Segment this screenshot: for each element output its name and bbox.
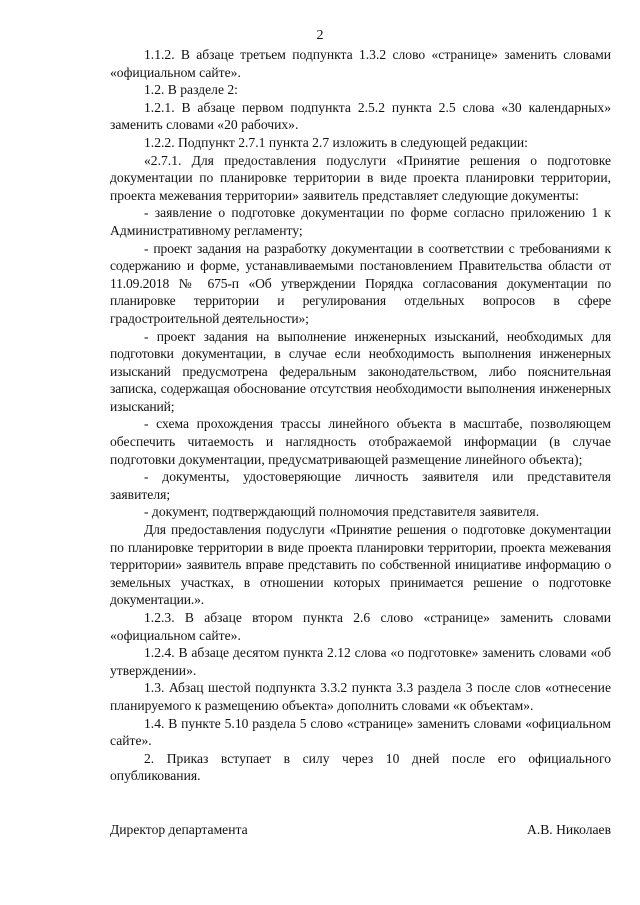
paragraph-2-7-1: «2.7.1. Для предоставления подуслуги «Принятие решения о подготовке документации по планировке территории в виде проекта планировки территории, проекта межевания территории» заявитель представляет следующие документы:: [110, 152, 611, 203]
paragraph-1-2: 1.2. В разделе 2:: [144, 82, 238, 98]
paragraph-1-4: 1.4. В пункте 5.10 раздела 5 слово «странице» заменить словами «официальном сайте».: [110, 715, 611, 749]
list-item-surveys: - проект задания на выполнение инженерных изысканий, необходимых для подготовки документации, в случае если необходимость выполнения инженерных изысканий предусмотрена федеральным законодательством, либо пояснительная записка, содержащая обоснование отсутствия необходимости выполнения инженерных изысканий;: [110, 328, 611, 414]
list-item-task-project: - проект задания на разработку документации в соответствии с требованиями к содержанию и форме, устанавливаемыми постановлением Правительства области от 11.09.2018 № 675-п «Об утверждении Порядка согласования документации по планировке территории и регулирования отдельных вопросов в сфере градостроительной деятельности»;: [110, 240, 611, 326]
paragraph-optional-info: Для предоставления подуслуги «Принятие решения о подготовке документации по планировке территории в виде проекта планировки территории, проекта межевания территории» заявитель вправе представить по собственной инициативе информацию о земельных участках, в отношении которых принимается решение о подготовке документации.».: [110, 522, 611, 608]
document-body: [110, 46, 611, 785]
list-item-route-scheme: - схема прохождения трассы линейного объекта в масштабе, позволяющем обеспечить читаемость и наглядность отображаемой информации (в случае подготовки документации, предусматривающей размещение линейного объекта);: [110, 416, 611, 467]
paragraph-2: 2. Приказ вступает в силу через 10 дней после его официального опубликования.: [110, 750, 611, 784]
page-number: 2: [316, 28, 324, 43]
paragraph-1-1-2: 1.1.2. В абзаце третьем подпункта 1.3.2 слово «странице» заменить словами «официальном сайте».: [110, 47, 611, 80]
paragraph-1-2-3: 1.2.3. В абзаце втором пункта 2.6 слово «странице» заменить словами «официальном сайте».: [110, 610, 611, 643]
paragraph-1-3: 1.3. Абзац шестой подпункта 3.3.2 пункта 3.3 раздела 3 после слов «отнесение планируемого к размещению объекта» дополнить словами «к объектам».: [110, 680, 611, 713]
list-item-authority-doc: - документ, подтверждающий полномочия представителя заявителя.: [144, 504, 540, 520]
paragraph-1-2-4: 1.2.4. В абзаце десятом пункта 2.12 слова «о подготовке» заменить словами «об утверждении».: [110, 645, 611, 678]
signatory-position: Директор департамента: [110, 822, 248, 837]
list-item-identity-docs: - документы, удостоверяющие личность заявителя или представителя заявителя;: [110, 469, 611, 502]
list-item-application: - заявление о подготовке документации по форме согласно приложению 1 к Административному регламенту;: [110, 205, 611, 238]
signature-block: [110, 822, 611, 842]
paragraph-1-2-1: 1.2.1. В абзаце первом подпункта 2.5.2 пункта 2.5 слова «30 календарных» заменить словами «20 рабочих».: [110, 99, 611, 133]
paragraph-1-2-2: 1.2.2. Подпункт 2.7.1 пункта 2.7 изложить в следующей редакции:: [144, 134, 528, 150]
signatory-name: А.В. Николаев: [527, 822, 611, 837]
